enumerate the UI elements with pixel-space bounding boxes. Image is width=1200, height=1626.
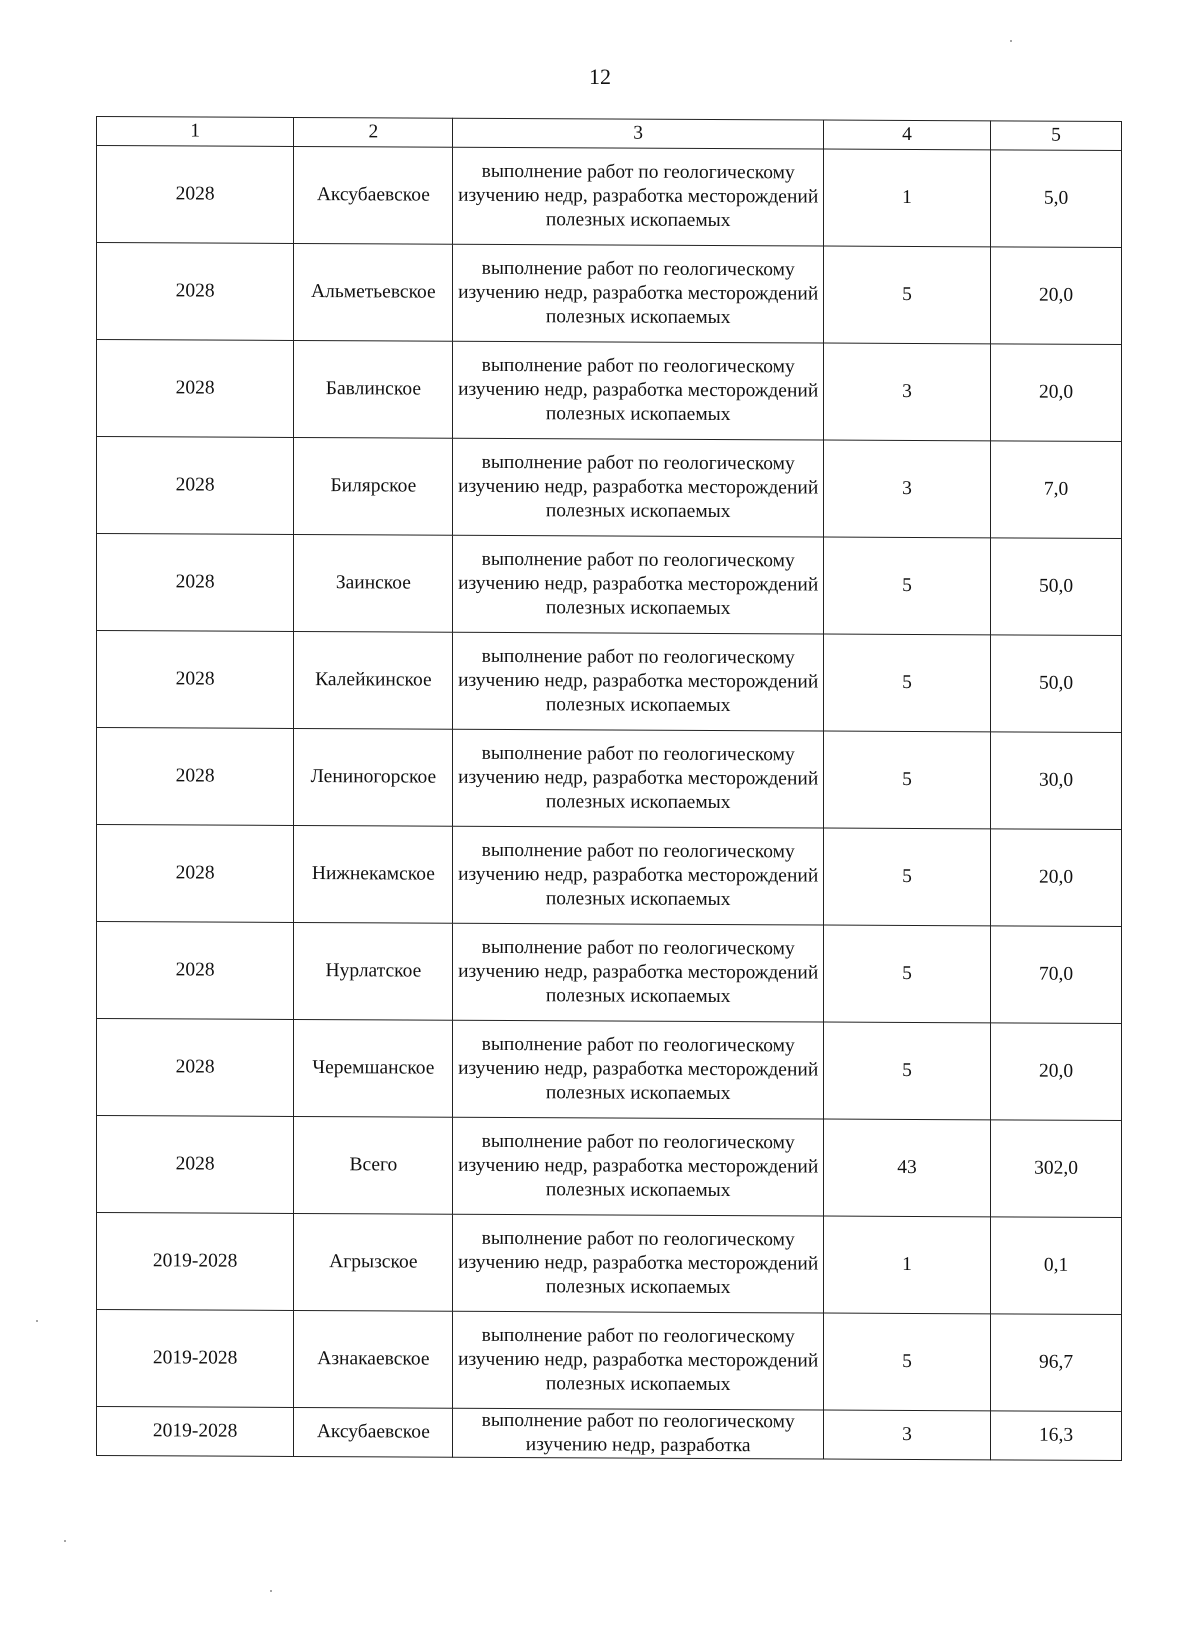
header-cell-1: 1 [97, 117, 294, 147]
header-cell-5: 5 [991, 121, 1122, 151]
scan-speck [270, 1590, 272, 1592]
year-cell: 2028 [97, 631, 294, 729]
table-row-total [97, 1116, 1122, 1218]
table-row [97, 728, 1122, 830]
table-row [97, 922, 1122, 1024]
value-cell: 5,0 [991, 150, 1122, 248]
district-cell: Заинское [294, 534, 453, 632]
description-cell: выполнение работ по геологическому изучению недр, разработка [453, 1408, 824, 1459]
district-cell: Азнакаевское [294, 1310, 453, 1408]
value-cell: 20,0 [991, 344, 1122, 442]
district-cell: Черемшанское [294, 1019, 453, 1117]
value-cell: 20,0 [991, 1023, 1122, 1121]
value-cell: 7,0 [991, 441, 1122, 539]
header-cell-3: 3 [453, 118, 824, 149]
year-cell: 2028 [97, 437, 294, 535]
value-cell: 0,1 [991, 1217, 1122, 1315]
description-cell: выполнение работ по геологическому изучению недр, разработка месторождений полезных ископаемых [453, 826, 824, 925]
description-cell: выполнение работ по геологическому изучению недр, разработка месторождений полезных ископаемых [453, 244, 824, 343]
count-cell: 5 [823, 246, 990, 344]
district-cell: Билярское [294, 437, 453, 535]
count-cell: 3 [823, 440, 990, 538]
count-cell: 5 [823, 634, 990, 732]
count-cell: 5 [823, 1313, 990, 1411]
year-cell: 2019-2028 [97, 1213, 294, 1311]
district-cell: Всего [294, 1116, 453, 1214]
value-cell: 96,7 [991, 1314, 1122, 1412]
page-number: 12 [589, 64, 611, 89]
year-cell: 2028 [97, 340, 294, 438]
description-cell: выполнение работ по геологическому изучению недр, разработка месторождений полезных ископаемых [453, 632, 824, 731]
description-cell: выполнение работ по геологическому изучению недр, разработка месторождений полезных ископаемых [453, 438, 824, 537]
year-cell: 2028 [97, 922, 294, 1020]
count-cell: 43 [823, 1119, 990, 1217]
description-cell: выполнение работ по геологическому изучению недр, разработка месторождений полезных ископаемых [453, 729, 824, 828]
table-row [97, 534, 1122, 636]
value-cell: 30,0 [991, 732, 1122, 830]
data-table [96, 116, 1122, 1461]
count-cell: 1 [823, 149, 990, 247]
year-cell: 2028 [97, 1116, 294, 1214]
table-row [97, 437, 1122, 539]
table-row [97, 1310, 1122, 1412]
year-cell: 2028 [97, 1019, 294, 1117]
district-cell: Нижнекамское [294, 825, 453, 923]
description-cell: выполнение работ по геологическому изучению недр, разработка месторождений полезных ископаемых [453, 1311, 824, 1410]
description-cell: выполнение работ по геологическому изучению недр, разработка месторождений полезных ископаемых [453, 535, 824, 634]
district-cell: Аксубаевское [294, 1407, 453, 1457]
year-cell: 2028 [97, 146, 294, 244]
description-cell: выполнение работ по геологическому изучению недр, разработка месторождений полезных ископаемых [453, 923, 824, 1022]
district-cell: Бавлинское [294, 340, 453, 438]
scan-speck [64, 1540, 66, 1542]
table-row [97, 631, 1122, 733]
description-cell: выполнение работ по геологическому изучению недр, разработка месторождений полезных ископаемых [453, 1117, 824, 1216]
value-cell: 70,0 [991, 926, 1122, 1024]
value-cell: 20,0 [991, 829, 1122, 927]
year-cell: 2019-2028 [97, 1407, 294, 1457]
count-cell: 5 [823, 731, 990, 829]
year-cell: 2019-2028 [97, 1310, 294, 1408]
district-cell: Калейкинское [294, 631, 453, 729]
year-cell: 2028 [97, 534, 294, 632]
value-cell: 50,0 [991, 538, 1122, 636]
table-row [97, 1019, 1122, 1121]
district-cell: Нурлатское [294, 922, 453, 1020]
district-cell: Агрызское [294, 1213, 453, 1311]
count-cell: 3 [823, 1410, 990, 1460]
table-row [97, 1213, 1122, 1315]
district-cell: Аксубаевское [294, 146, 453, 244]
table-row [97, 340, 1122, 442]
table-row [97, 825, 1122, 927]
scan-speck [1010, 40, 1012, 42]
count-cell: 3 [823, 343, 990, 441]
count-cell: 5 [823, 537, 990, 635]
table-row [97, 243, 1122, 345]
district-cell: Альметьевское [294, 243, 453, 341]
table-row [97, 1407, 1122, 1461]
district-cell: Лениногорское [294, 728, 453, 826]
header-cell-4: 4 [823, 120, 990, 150]
year-cell: 2028 [97, 825, 294, 923]
year-cell: 2028 [97, 728, 294, 826]
value-cell: 50,0 [991, 635, 1122, 733]
description-cell: выполнение работ по геологическому изучению недр, разработка месторождений полезных ископаемых [453, 1214, 824, 1313]
table-row [97, 146, 1122, 248]
count-cell: 5 [823, 925, 990, 1023]
year-cell: 2028 [97, 243, 294, 341]
header-cell-2: 2 [294, 117, 453, 147]
count-cell: 5 [823, 828, 990, 926]
value-cell: 302,0 [991, 1120, 1122, 1218]
value-cell: 16,3 [991, 1411, 1122, 1461]
scan-speck [36, 1320, 38, 1322]
count-cell: 5 [823, 1022, 990, 1120]
description-cell: выполнение работ по геологическому изучению недр, разработка месторождений полезных ископаемых [453, 1020, 824, 1119]
count-cell: 1 [823, 1216, 990, 1314]
description-cell: выполнение работ по геологическому изучению недр, разработка месторождений полезных ископаемых [453, 147, 824, 246]
value-cell: 20,0 [991, 247, 1122, 345]
table-body [97, 146, 1122, 1461]
description-cell: выполнение работ по геологическому изучению недр, разработка месторождений полезных ископаемых [453, 341, 824, 440]
